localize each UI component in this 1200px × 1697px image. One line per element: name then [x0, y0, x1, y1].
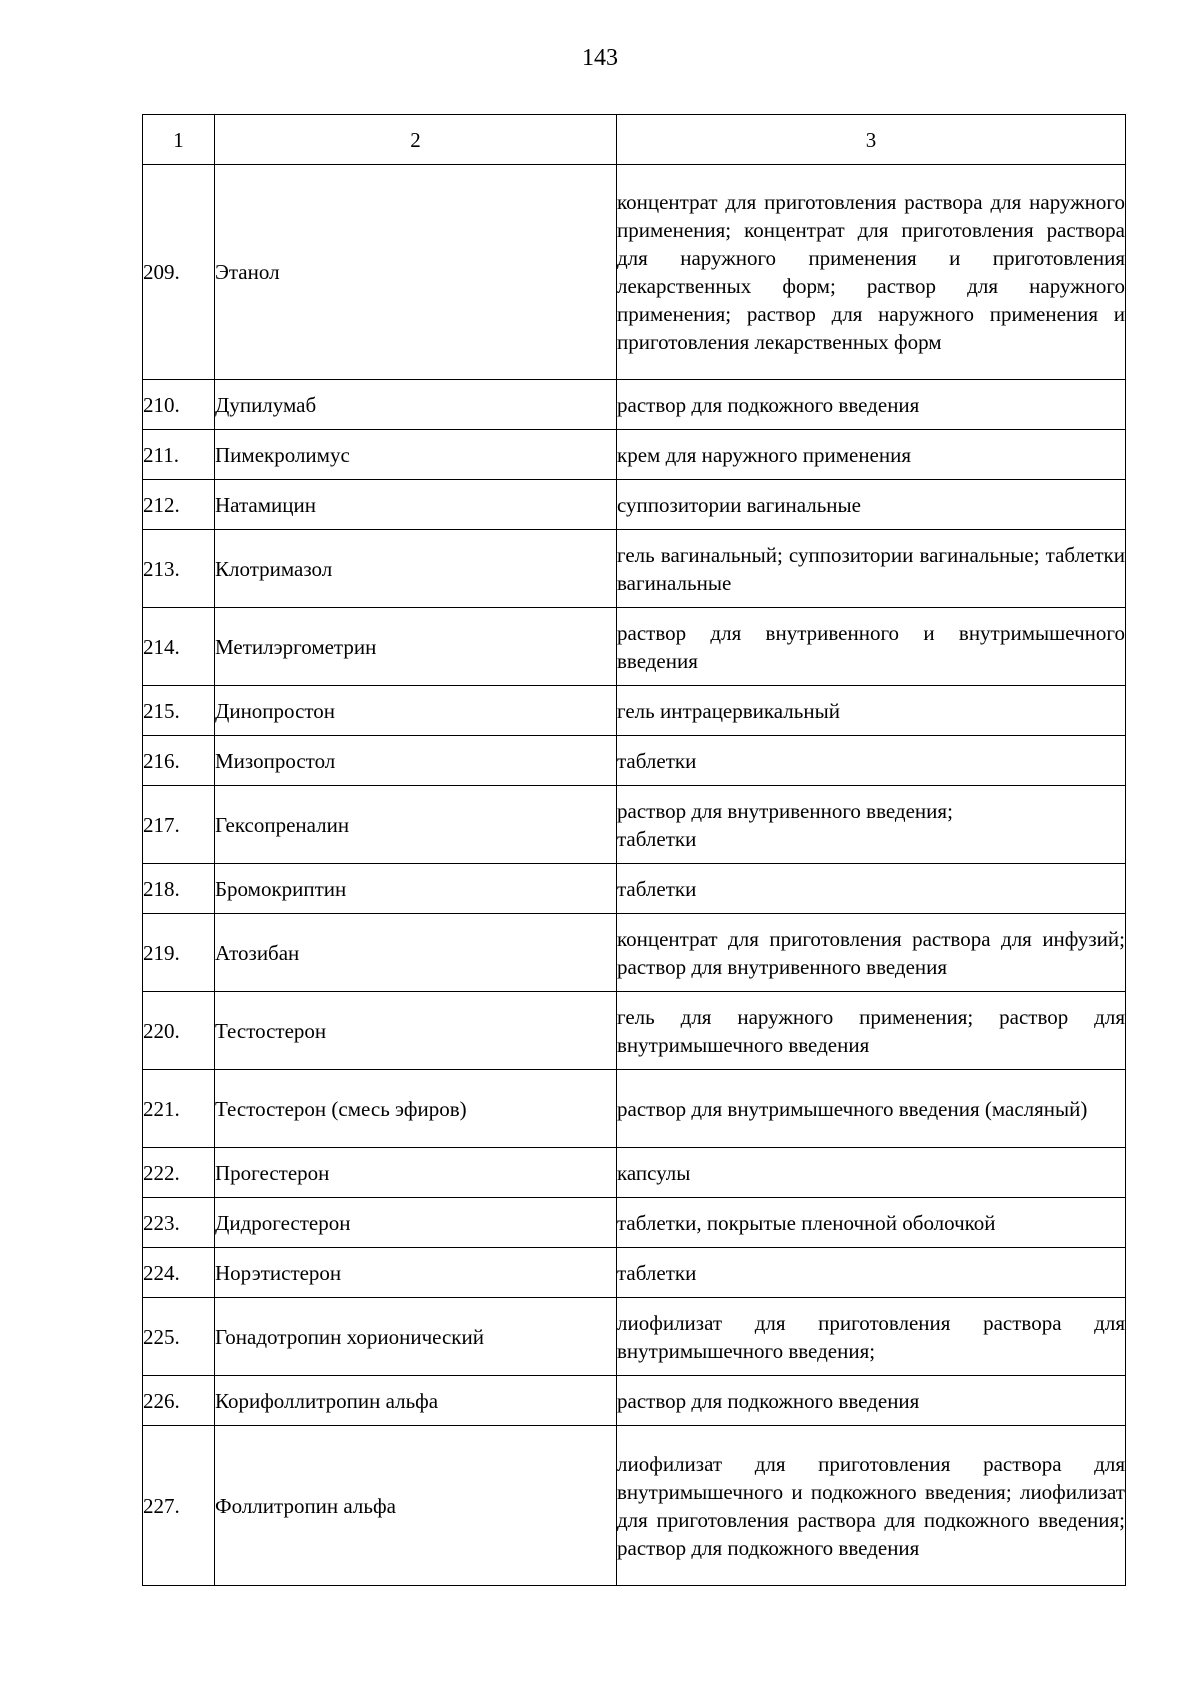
row-number: 211.: [143, 430, 215, 480]
drug-table: [142, 114, 1126, 1586]
row-number: 214.: [143, 608, 215, 686]
dosage-form: таблетки: [617, 864, 1126, 914]
table-row: [143, 380, 1126, 430]
drug-name: Гексопреналин: [215, 786, 617, 864]
table-row: [143, 165, 1126, 380]
dosage-form: гель интрацервикальный: [617, 686, 1126, 736]
row-number: 221.: [143, 1070, 215, 1148]
row-number: 219.: [143, 914, 215, 992]
dosage-form: раствор для внутривенного и внутримышечного введения: [617, 608, 1126, 686]
drug-name: Натамицин: [215, 480, 617, 530]
row-number: 212.: [143, 480, 215, 530]
table-row: [143, 786, 1126, 864]
dosage-form: таблетки: [617, 1248, 1126, 1298]
dosage-form: суппозитории вагинальные: [617, 480, 1126, 530]
dosage-form: таблетки, покрытые пленочной оболочкой: [617, 1198, 1126, 1248]
dosage-form: крем для наружного применения: [617, 430, 1126, 480]
row-number: 223.: [143, 1198, 215, 1248]
dosage-form: раствор для подкожного введения: [617, 380, 1126, 430]
drug-name: Этанол: [215, 165, 617, 380]
table-row: [143, 686, 1126, 736]
row-number: 213.: [143, 530, 215, 608]
row-number: 222.: [143, 1148, 215, 1198]
table-row: [143, 1376, 1126, 1426]
drug-name: Норэтистерон: [215, 1248, 617, 1298]
row-number: 209.: [143, 165, 215, 380]
table-row: [143, 530, 1126, 608]
table-row: [143, 608, 1126, 686]
row-number: 217.: [143, 786, 215, 864]
drug-name: Тестостерон: [215, 992, 617, 1070]
dosage-form: гель вагинальный; суппозитории вагинальные; таблетки вагинальные: [617, 530, 1126, 608]
dosage-form: капсулы: [617, 1148, 1126, 1198]
row-number: 218.: [143, 864, 215, 914]
drug-name: Атозибан: [215, 914, 617, 992]
drug-name: Динопростон: [215, 686, 617, 736]
table-row: [143, 480, 1126, 530]
table-row: [143, 864, 1126, 914]
dosage-form: раствор для внутривенного введения; таблетки: [617, 786, 1126, 864]
dosage-form: лиофилизат для приготовления раствора для внутримышечного введения;: [617, 1298, 1126, 1376]
header-cell-2: 2: [215, 115, 617, 165]
dosage-form: раствор для подкожного введения: [617, 1376, 1126, 1426]
page-number: 143: [582, 45, 618, 71]
table-row: [143, 1070, 1126, 1148]
drug-name: Корифоллитропин альфа: [215, 1376, 617, 1426]
table-row: [143, 430, 1126, 480]
table-row: [143, 992, 1126, 1070]
drug-name: Дидрогестерон: [215, 1198, 617, 1248]
dosage-form: таблетки: [617, 736, 1126, 786]
dosage-form: раствор для внутримышечного введения (масляный): [617, 1070, 1126, 1148]
drug-name: Тестостерон (смесь эфиров): [215, 1070, 617, 1148]
drug-name: Фоллитропин альфа: [215, 1426, 617, 1586]
drug-name: Бромокриптин: [215, 864, 617, 914]
table-row: [143, 1148, 1126, 1198]
row-number: 224.: [143, 1248, 215, 1298]
table-row: [143, 1198, 1126, 1248]
table-row: [143, 736, 1126, 786]
dosage-form: концентрат для приготовления раствора для наружного применения; концентрат для приготовления раствора для наружного применения и приготовления лекарственных форм; раствор для наружного применения; раствор для наружного применения и приготовления лекарственных форм: [617, 165, 1126, 380]
row-number: 225.: [143, 1298, 215, 1376]
drug-name: Мизопростол: [215, 736, 617, 786]
row-number: 216.: [143, 736, 215, 786]
header-cell-1: 1: [143, 115, 215, 165]
drug-name: Дупилумаб: [215, 380, 617, 430]
table-row: [143, 914, 1126, 992]
drug-name: Прогестерон: [215, 1148, 617, 1198]
drug-name: Гонадотропин хорионический: [215, 1298, 617, 1376]
table-row: [143, 1298, 1126, 1376]
drug-name: Пимекролимус: [215, 430, 617, 480]
row-number: 215.: [143, 686, 215, 736]
table-header-row: [143, 115, 1126, 165]
dosage-form: гель для наружного применения; раствор для внутримышечного введения: [617, 992, 1126, 1070]
row-number: 227.: [143, 1426, 215, 1586]
header-cell-3: 3: [617, 115, 1126, 165]
row-number: 220.: [143, 992, 215, 1070]
drug-name: Метилэргометрин: [215, 608, 617, 686]
row-number: 226.: [143, 1376, 215, 1426]
drug-name: Клотримазол: [215, 530, 617, 608]
row-number: 210.: [143, 380, 215, 430]
dosage-form: лиофилизат для приготовления раствора для внутримышечного и подкожного введения; лиофилизат для приготовления раствора для подкожного введения; раствор для подкожного введения: [617, 1426, 1126, 1586]
dosage-form: концентрат для приготовления раствора для инфузий; раствор для внутривенного введения: [617, 914, 1126, 992]
table-row: [143, 1248, 1126, 1298]
table-row: [143, 1426, 1126, 1586]
